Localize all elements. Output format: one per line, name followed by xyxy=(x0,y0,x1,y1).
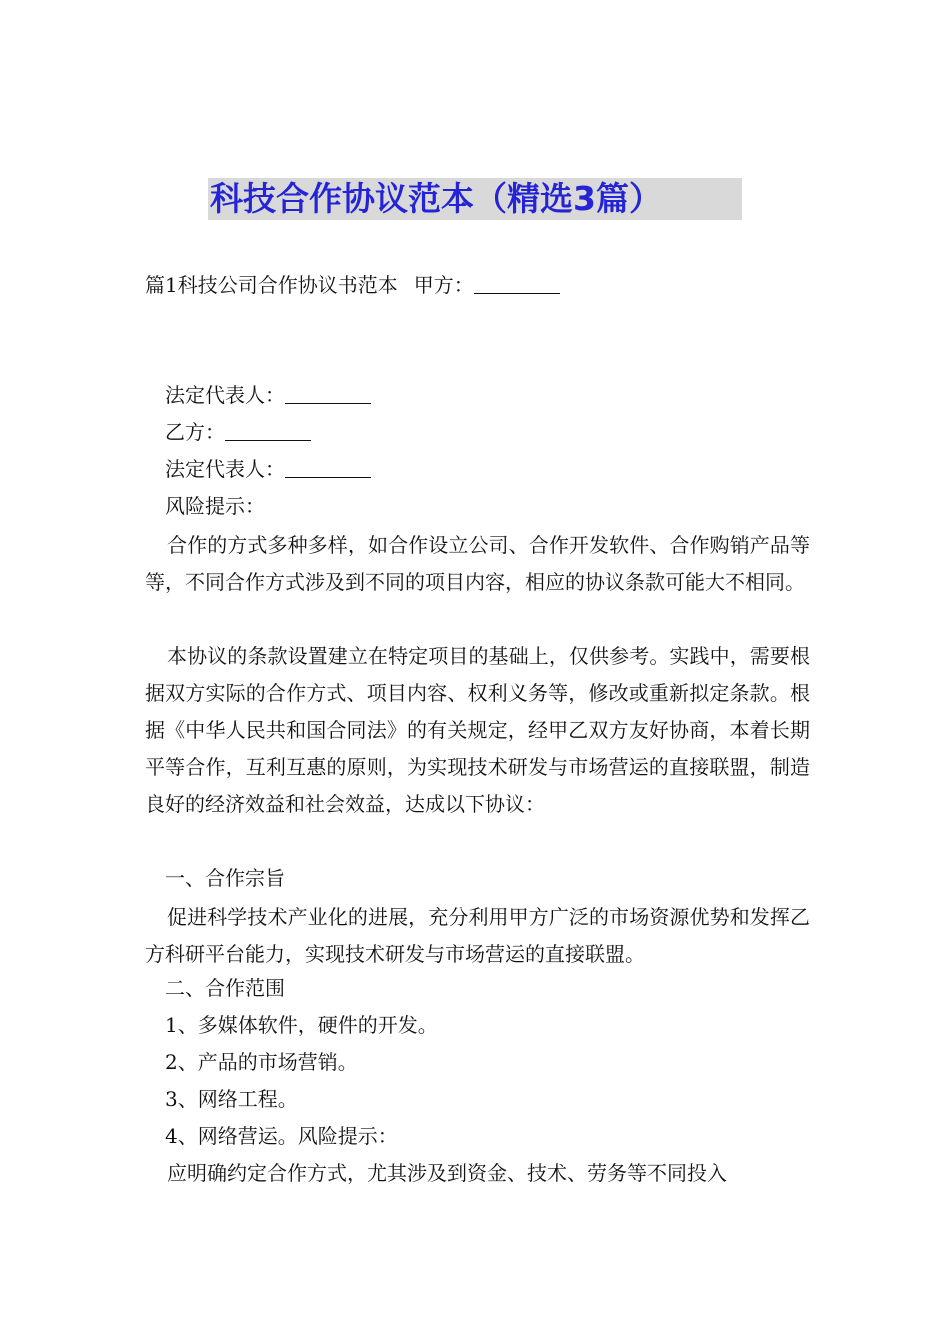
field-legal-rep-b xyxy=(165,454,371,484)
section-heading: 篇1科技公司合作协议书范本 xyxy=(145,273,398,297)
final-text: 应明确约定合作方式，尤其涉及到资金、技术、劳务等不同投入 xyxy=(167,1161,727,1185)
field-label: 法定代表人： xyxy=(165,383,285,407)
scope-item: 1、多媒体软件，硬件的开发。 xyxy=(165,1013,438,1037)
section1-text: 促进科学技术产业化的进展，充分利用甲方广泛的市场资源优势和发挥乙方科研平台能力，实现技术研发与市场营运的直接联盟。 xyxy=(145,905,810,966)
field-blank xyxy=(285,383,371,404)
field-legal-rep-a xyxy=(165,380,371,410)
scope-item: 3、网络工程。 xyxy=(165,1087,298,1111)
field-party-b xyxy=(165,417,311,447)
field-blank xyxy=(285,457,371,478)
section1-title: 一、合作宗旨 xyxy=(165,866,285,890)
section2-title: 二、合作范围 xyxy=(165,976,285,1000)
field-blank xyxy=(225,420,311,441)
paragraph-cooperation-methods: 合作的方式多种多样，如合作设立公司、合作开发软件、合作购销产品等等，不同合作方式涉及到不同的项目内容，相应的协议条款可能大不相同。 xyxy=(145,533,810,594)
field-label: 乙方： xyxy=(165,420,225,444)
party-a-blank xyxy=(474,273,560,294)
risk-label: 风险提示： xyxy=(165,494,265,518)
scope-item: 4、网络营运。风险提示： xyxy=(165,1124,398,1148)
scope-item: 2、产品的市场营销。 xyxy=(165,1050,358,1074)
section-heading-line xyxy=(145,270,560,300)
paragraph-agreement-basis: 本协议的条款设置建立在特定项目的基础上，仅供参考。实践中，需要根据双方实际的合作方式、项目内容、权利义务等，修改或重新拟定条款。根据《中华人民共和国合同法》的有关规定，经甲乙双方友好协商，本着长期平等合作，互利互惠的原则，为实现技术研发与市场营运的直接联盟，制造良好的经济效益和社会效益，达成以下协议： xyxy=(145,644,810,816)
party-a-label: 甲方： xyxy=(413,273,474,297)
field-label: 法定代表人： xyxy=(165,457,285,481)
document-title: 科技合作协议范本（精选3篇） xyxy=(208,178,742,220)
